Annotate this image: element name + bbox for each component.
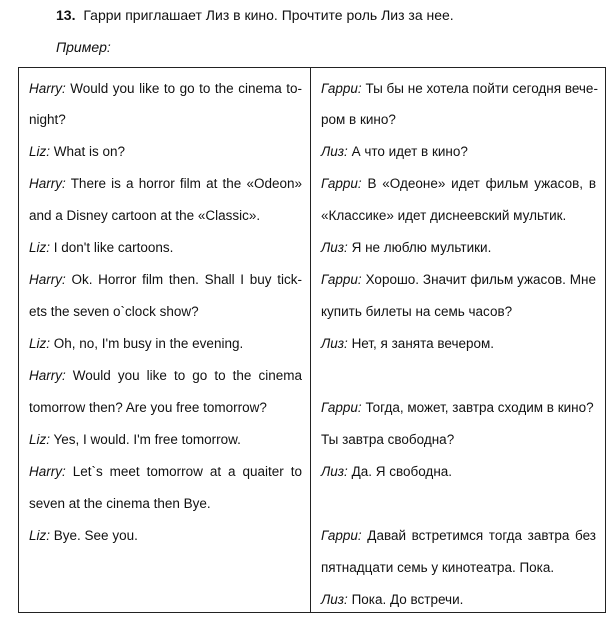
speaker-label: Гарри: — [321, 81, 362, 96]
example-label: Пример: — [56, 39, 111, 55]
dialogue-line: Liz: Oh, no, I'm busy in the evening. — [29, 336, 244, 351]
dialogue-line: Гарри: Тогда, может, завтра сходим в кино? — [321, 400, 594, 415]
speaker-label: Гарри: — [321, 272, 362, 287]
dialogue-line: Гарри: Хорошо. Значит фильм ужасов. Мне — [321, 272, 596, 287]
dialogue-line: Лиз: Нет, я занята вечером. — [321, 336, 495, 351]
dialogue-line: Harry: Ok. Horror film then. Shall I buy tick- — [29, 272, 302, 287]
speaker-label: Лиз: — [321, 336, 348, 351]
dialogue-line: Гарри: В «Одеоне» идет фильм ужасов, в — [321, 176, 596, 191]
speaker-label: Liz: — [29, 528, 51, 543]
speaker-label: Harry: — [29, 368, 66, 383]
speaker-label: Лиз: — [321, 240, 348, 255]
dialogue-line: and a Disney cartoon at the «Classic». — [29, 208, 261, 223]
speaker-label: Harry: — [29, 464, 66, 479]
dialogue-line: Liz: I don't like cartoons. — [29, 240, 174, 255]
speaker-label: Гарри: — [321, 400, 362, 415]
dialogue-line: Harry: Would you like to go to the cinema — [29, 368, 302, 383]
dialogue-line: tomorrow then? Are you free tomorrow? — [29, 400, 267, 415]
dialogue-line: Liz: What is on? — [29, 144, 126, 159]
speaker-label: Harry: — [29, 81, 66, 96]
column-divider — [310, 68, 311, 612]
dialogue-line: Ты завтра свободна? — [321, 432, 455, 447]
speaker-label: Гарри: — [321, 528, 362, 543]
dialogue-line: пятнадцати семь у кинотеатра. Пока. — [321, 560, 555, 575]
dialogue-line: Harry: Let`s meet tomorrow at a quaiter to — [29, 464, 302, 479]
speaker-label: Гарри: — [321, 176, 362, 191]
dialogue-line: Лиз: Да. Я свободна. — [321, 464, 453, 479]
dialogue-line: Liz: Yes, I would. I'm free tomorrow. — [29, 432, 241, 447]
dialogue-line: «Классике» идет диснеевский мультик. — [321, 208, 567, 223]
speaker-label: Лиз: — [321, 464, 348, 479]
dialogue-line: ets the seven o`clock show? — [29, 304, 199, 319]
task-heading — [56, 6, 454, 24]
dialogue-line: night? — [29, 112, 66, 127]
dialogue-line: Лиз: Пока. До встречи. — [321, 592, 464, 607]
dialogue-line: Harry: There is a horror film at the «Odeon» — [29, 176, 302, 191]
speaker-label: Liz: — [29, 432, 51, 447]
speaker-label: Liz: — [29, 240, 51, 255]
speaker-label: Лиз: — [321, 592, 348, 607]
speaker-label: Harry: — [29, 176, 66, 191]
russian-column — [312, 68, 605, 612]
speaker-label: Harry: — [29, 272, 66, 287]
dialogue-line: Гарри: Давай встретимся тогда завтра без — [321, 528, 596, 543]
dialogue-line: Гарри: Ты бы не хотела пойти сегодня вече- — [321, 81, 598, 96]
dialogue-line: Лиз: А что идет в кино? — [321, 144, 468, 159]
task-text: Гарри приглашает Лиз в кино. Прочтите роль Лиз за нее. — [83, 7, 454, 23]
speaker-label: Лиз: — [321, 144, 348, 159]
dialogue-line: ром в кино? — [321, 112, 396, 127]
speaker-label: Liz: — [29, 336, 51, 351]
dialogue-line: Liz: Bye. See you. — [29, 528, 138, 543]
task-number: 13. — [56, 7, 76, 23]
dialogue-table — [18, 67, 606, 613]
dialogue-line: seven at the cinema then Bye. — [29, 496, 211, 511]
dialogue-line: Harry: Would you like to go to the cinema to- — [29, 81, 302, 96]
speaker-label: Liz: — [29, 144, 51, 159]
dialogue-line: Лиз: Я не люблю мультики. — [321, 240, 492, 255]
english-column — [19, 68, 310, 612]
dialogue-line: купить билеты на семь часов? — [321, 304, 513, 319]
